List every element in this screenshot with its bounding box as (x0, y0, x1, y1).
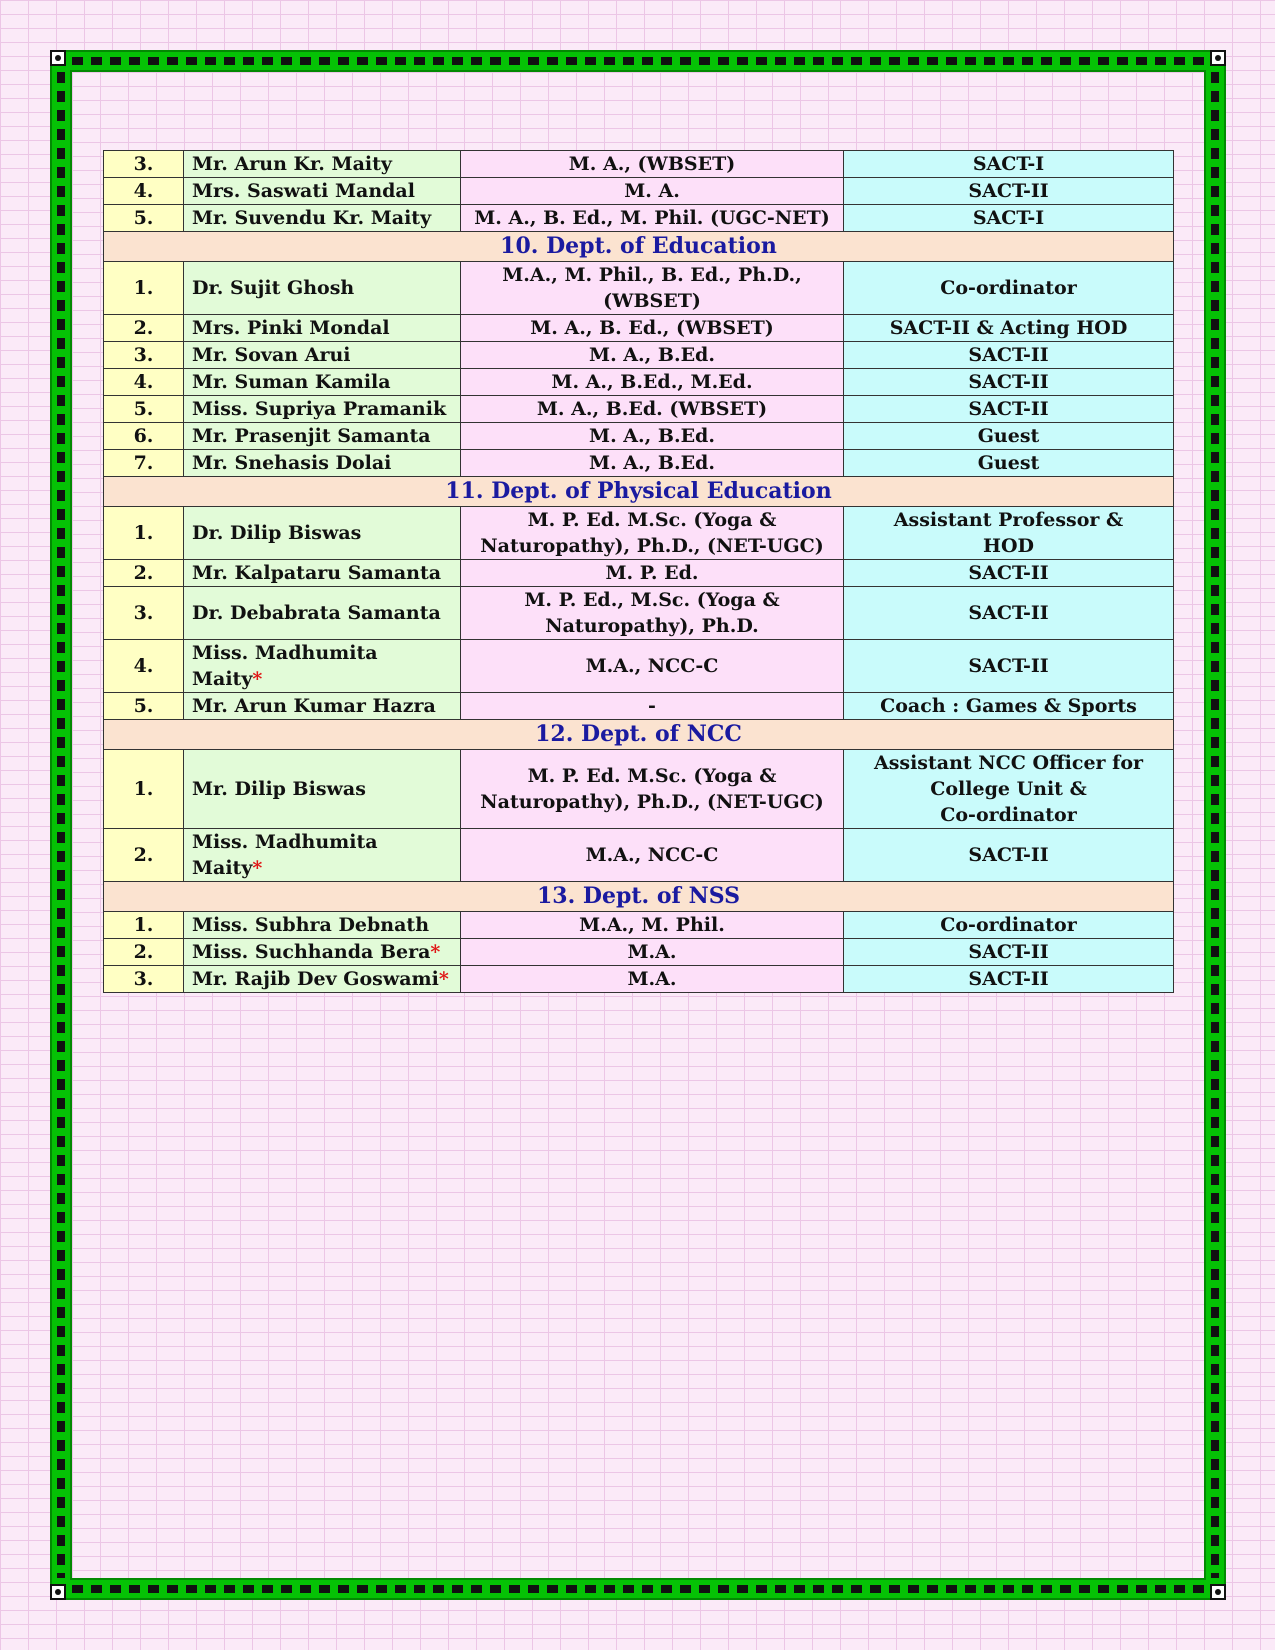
designation: SACT-II (844, 829, 1174, 882)
staff-name-text: Mr. Snehasis Dolai (192, 452, 392, 474)
border-dashes-top (72, 57, 1204, 65)
section-header-row (104, 477, 1174, 507)
staff-table-body (104, 151, 1174, 993)
staff-name-text: Mr. Dilip Biswas (192, 778, 366, 800)
serial-number: 2. (104, 939, 184, 966)
section-title: 11. Dept. of Physical Education (104, 477, 1174, 507)
qualification: M. A., B.Ed. (461, 342, 844, 369)
serial-number: 4. (104, 369, 184, 396)
table-row (104, 939, 1174, 966)
qualification: M.A., M. Phil. (461, 912, 844, 939)
table-row (104, 507, 1174, 560)
designation: SACT-II (844, 396, 1174, 423)
serial-number: 4. (104, 640, 184, 693)
designation: SACT-I (844, 205, 1174, 232)
serial-number: 7. (104, 450, 184, 477)
qualification: M.A. (461, 939, 844, 966)
qualification: M. A., B.Ed., M.Ed. (461, 369, 844, 396)
qualification: M. A., B.Ed. (461, 450, 844, 477)
staff-name (184, 939, 461, 966)
qualification (461, 507, 844, 560)
staff-name-text: Miss. Subhra Debnath (192, 914, 430, 936)
staff-name (184, 829, 461, 882)
staff-name-text: Mr. Arun Kumar Hazra (192, 695, 436, 717)
staff-name (184, 750, 461, 829)
serial-number: 5. (104, 693, 184, 720)
serial-number: 2. (104, 315, 184, 342)
staff-name-text: Mr. Sovan Arui (192, 344, 351, 366)
cell-line: Assistant NCC Officer for (873, 752, 1144, 774)
serial-number: 1. (104, 750, 184, 829)
section-header-row (104, 720, 1174, 750)
qualification: M.A., M. Phil., B. Ed., Ph.D., (WBSET) (461, 262, 844, 315)
table-row (104, 693, 1174, 720)
staff-name (184, 396, 461, 423)
qualification: M.A. (461, 966, 844, 993)
designation: Co-ordinator (844, 262, 1174, 315)
staff-name-text: Mr. Suvendu Kr. Maity (192, 207, 432, 229)
section-header-row (104, 882, 1174, 912)
staff-name (184, 178, 461, 205)
staff-name-text: Mr. Arun Kr. Maity (192, 153, 392, 175)
section-title: 10. Dept. of Education (104, 232, 1174, 262)
serial-number: 1. (104, 507, 184, 560)
staff-name-text: Dr. Sujit Ghosh (192, 277, 355, 299)
serial-number: 3. (104, 342, 184, 369)
qualification (461, 587, 844, 640)
designation: SACT-II & Acting HOD (844, 315, 1174, 342)
qualification: M. A., B.Ed. (461, 423, 844, 450)
table-row (104, 342, 1174, 369)
asterisk-mark: * (438, 968, 449, 990)
cell-line: College Unit & (930, 778, 1087, 800)
qualification: M.A., NCC-C (461, 640, 844, 693)
table-row (104, 205, 1174, 232)
staff-name-text: Miss. Madhumita Maity (192, 831, 378, 879)
table-row (104, 640, 1174, 693)
cell-line: HOD (983, 535, 1034, 557)
staff-name (184, 205, 461, 232)
staff-name-text: Miss. Madhumita Maity (192, 642, 378, 690)
serial-number: 5. (104, 205, 184, 232)
designation: SACT-II (844, 369, 1174, 396)
staff-name (184, 315, 461, 342)
serial-number: 3. (104, 151, 184, 178)
staff-name (184, 342, 461, 369)
qualification: M. P. Ed. (461, 560, 844, 587)
serial-number: 1. (104, 262, 184, 315)
staff-name-text: Dr. Dilip Biswas (192, 522, 362, 544)
table-row (104, 262, 1174, 315)
cell-line: Co-ordinator (940, 804, 1077, 826)
table-row (104, 151, 1174, 178)
staff-name (184, 693, 461, 720)
designation: SACT-II (844, 640, 1174, 693)
staff-name (184, 450, 461, 477)
staff-name-text: Dr. Debabrata Samanta (192, 602, 441, 624)
staff-table (103, 150, 1174, 993)
cell-line: Naturopathy), Ph.D., (NET-UGC) (480, 535, 824, 557)
staff-name (184, 262, 461, 315)
section-header-row (104, 232, 1174, 262)
border-dashes-left (57, 72, 65, 1578)
staff-name (184, 151, 461, 178)
staff-name-text: Miss. Suchhanda Bera (192, 941, 431, 963)
designation (844, 507, 1174, 560)
serial-number: 1. (104, 912, 184, 939)
asterisk-mark: * (430, 941, 441, 963)
staff-name (184, 560, 461, 587)
designation (844, 750, 1174, 829)
cell-line: M. P. Ed. M.Sc. (Yoga & (527, 509, 777, 531)
designation: SACT-II (844, 587, 1174, 640)
table-row (104, 829, 1174, 882)
cell-line: Naturopathy), Ph.D., (NET-UGC) (480, 791, 824, 813)
serial-number: 5. (104, 396, 184, 423)
corner-ornament-icon (1210, 50, 1226, 66)
table-row (104, 396, 1174, 423)
table-row (104, 369, 1174, 396)
staff-name (184, 640, 461, 693)
corner-ornament-icon (1210, 1584, 1226, 1600)
table-row (104, 178, 1174, 205)
staff-name (184, 912, 461, 939)
designation: Co-ordinator (844, 912, 1174, 939)
staff-name-text: Mrs. Pinki Mondal (192, 317, 390, 339)
qualification: M. A. (461, 178, 844, 205)
qualification: M. A., B. Ed., (WBSET) (461, 315, 844, 342)
serial-number: 3. (104, 966, 184, 993)
qualification: M. A., B.Ed. (WBSET) (461, 396, 844, 423)
border-dashes-bottom (72, 1585, 1204, 1593)
cell-line: M. P. Ed., M.Sc. (Yoga & (524, 589, 780, 611)
designation: SACT-II (844, 342, 1174, 369)
cell-line: Naturopathy), Ph.D. (545, 615, 759, 637)
serial-number: 2. (104, 560, 184, 587)
table-row (104, 315, 1174, 342)
border-dashes-right (1211, 72, 1219, 1578)
designation: Guest (844, 450, 1174, 477)
serial-number: 3. (104, 587, 184, 640)
staff-name (184, 966, 461, 993)
staff-name (184, 423, 461, 450)
table-row (104, 750, 1174, 829)
qualification (461, 750, 844, 829)
designation: SACT-II (844, 560, 1174, 587)
section-title: 12. Dept. of NCC (104, 720, 1174, 750)
qualification: M. A., (WBSET) (461, 151, 844, 178)
cell-line: M. P. Ed. M.Sc. (Yoga & (527, 765, 777, 787)
cell-line: Assistant Professor & (893, 509, 1124, 531)
designation: SACT-II (844, 966, 1174, 993)
staff-name-text: Mrs. Saswati Mandal (192, 180, 415, 202)
designation: SACT-I (844, 151, 1174, 178)
qualification: M. A., B. Ed., M. Phil. (UGC-NET) (461, 205, 844, 232)
qualification: - (461, 693, 844, 720)
table-row (104, 966, 1174, 993)
serial-number: 2. (104, 829, 184, 882)
table-row (104, 587, 1174, 640)
qualification: M.A., NCC-C (461, 829, 844, 882)
staff-name (184, 507, 461, 560)
section-title: 13. Dept. of NSS (104, 882, 1174, 912)
corner-ornament-icon (50, 1584, 66, 1600)
staff-name-text: Mr. Prasenjit Samanta (192, 425, 431, 447)
staff-name (184, 369, 461, 396)
corner-ornament-icon (50, 50, 66, 66)
staff-name-text: Mr. Kalpataru Samanta (192, 562, 442, 584)
table-row (104, 560, 1174, 587)
designation: SACT-II (844, 178, 1174, 205)
serial-number: 6. (104, 423, 184, 450)
table-row (104, 450, 1174, 477)
staff-name-text: Mr. Suman Kamila (192, 371, 391, 393)
staff-name-text: Miss. Supriya Pramanik (192, 398, 447, 420)
table-row (104, 912, 1174, 939)
asterisk-mark: * (252, 668, 263, 690)
asterisk-mark: * (252, 857, 263, 879)
designation: SACT-II (844, 939, 1174, 966)
staff-name-text: Mr. Rajib Dev Goswami (192, 968, 439, 990)
staff-name (184, 587, 461, 640)
serial-number: 4. (104, 178, 184, 205)
table-row (104, 423, 1174, 450)
designation: Guest (844, 423, 1174, 450)
designation: Coach : Games & Sports (844, 693, 1174, 720)
